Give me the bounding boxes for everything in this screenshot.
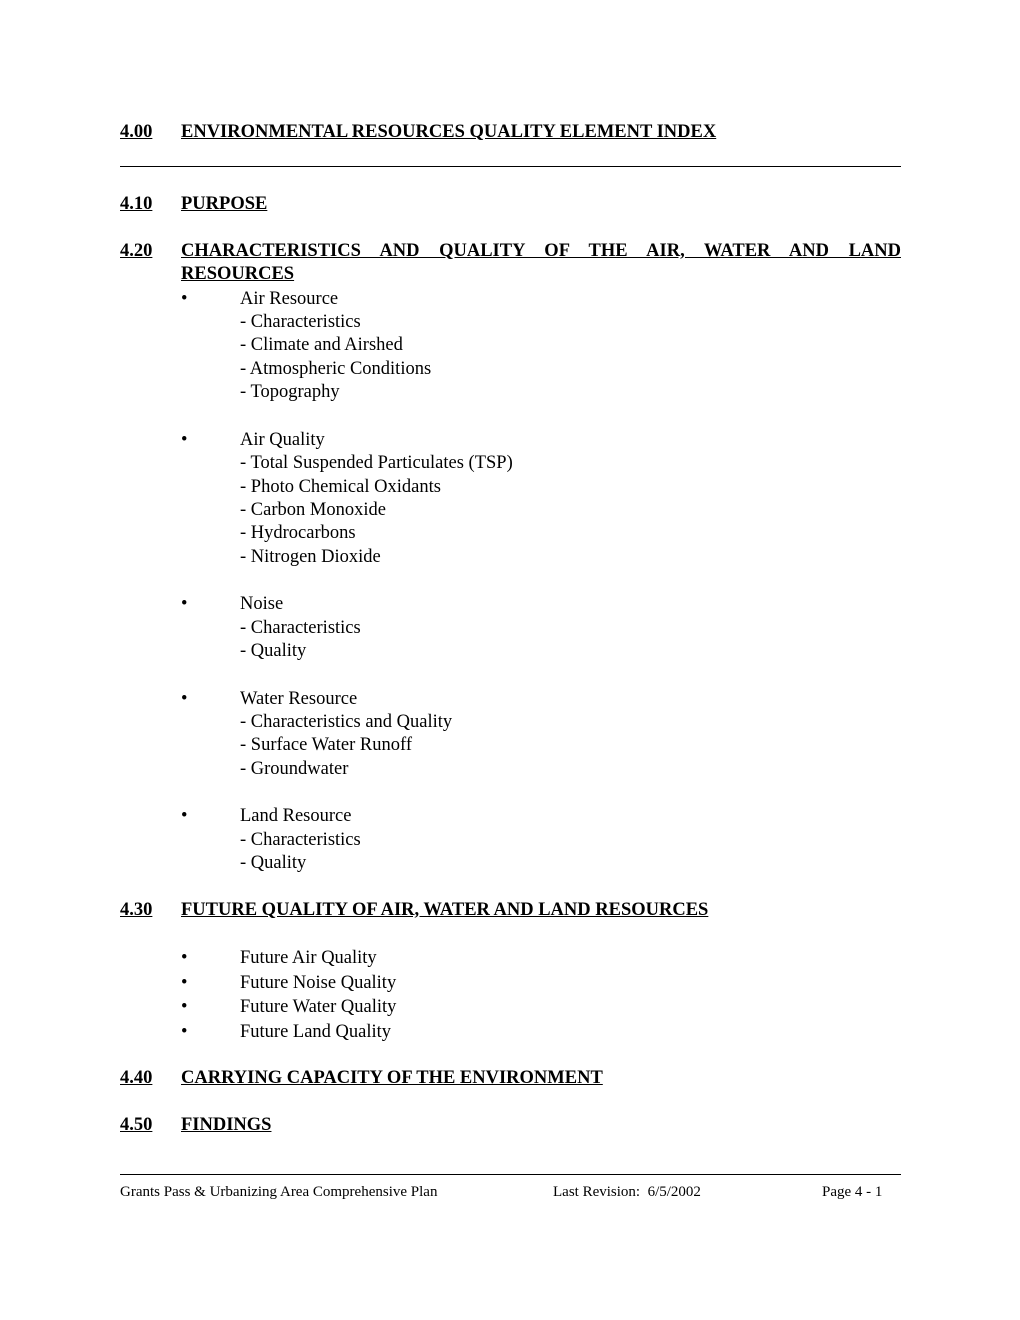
group-label-noise: Noise <box>240 594 284 614</box>
section-number-4-20: 4.20 <box>120 241 153 261</box>
group-label-water-resource: Water Resource <box>240 689 358 709</box>
bullet-icon: • <box>181 289 188 309</box>
list-item: - Atmospheric Conditions <box>240 359 432 379</box>
list-item: - Groundwater <box>240 759 349 779</box>
header-divider <box>120 166 901 167</box>
list-item: Future Noise Quality <box>240 973 397 993</box>
section-number-4-40: 4.40 <box>120 1068 153 1088</box>
list-item: - Climate and Airshed <box>240 335 403 355</box>
section-title-carrying-capacity: CARRYING CAPACITY OF THE ENVIRONMENT <box>181 1068 603 1088</box>
bullet-icon: • <box>181 430 188 450</box>
bullet-icon: • <box>181 594 188 614</box>
bullet-icon: • <box>181 997 188 1017</box>
index-title: ENVIRONMENTAL RESOURCES QUALITY ELEMENT INDEX <box>181 122 717 142</box>
list-item: - Characteristics <box>240 830 361 850</box>
footer-revision: Last Revision: 6/5/2002 <box>553 1184 701 1200</box>
list-item: Future Water Quality <box>240 997 397 1017</box>
bullet-icon: • <box>181 806 188 826</box>
bullet-icon: • <box>181 689 188 709</box>
footer-plan-name: Grants Pass & Urbanizing Area Comprehensive Plan <box>120 1184 438 1200</box>
list-item: - Characteristics and Quality <box>240 712 453 732</box>
bullet-icon: • <box>181 1022 188 1042</box>
list-item: - Quality <box>240 853 307 873</box>
list-item: - Surface Water Runoff <box>240 735 412 755</box>
list-item: - Characteristics <box>240 618 361 638</box>
section-title-characteristics-line2: RESOURCES <box>181 264 295 284</box>
group-label-air-quality: Air Quality <box>240 430 325 450</box>
section-number-4-50: 4.50 <box>120 1115 153 1135</box>
footer-divider <box>120 1174 901 1175</box>
list-item: Future Land Quality <box>240 1022 392 1042</box>
section-title-findings: FINDINGS <box>181 1115 272 1135</box>
footer-page-number: Page 4 - 1 <box>822 1184 883 1200</box>
section-title-characteristics-line1: CHARACTERISTICS AND QUALITY OF THE AIR, WATER AND LAND <box>181 241 901 261</box>
list-item: - Nitrogen Dioxide <box>240 547 381 567</box>
bullet-icon: • <box>181 973 188 993</box>
list-item: - Characteristics <box>240 312 361 332</box>
list-item: - Carbon Monoxide <box>240 500 386 520</box>
section-number-4-30: 4.30 <box>120 900 153 920</box>
list-item: - Hydrocarbons <box>240 523 356 543</box>
list-item: Future Air Quality <box>240 948 377 968</box>
section-title-purpose: PURPOSE <box>181 194 268 214</box>
list-item: - Quality <box>240 641 307 661</box>
bullet-icon: • <box>181 948 188 968</box>
list-item: - Total Suspended Particulates (TSP) <box>240 453 513 473</box>
section-title-future-quality: FUTURE QUALITY OF AIR, WATER AND LAND RESOURCES <box>181 900 709 920</box>
group-label-land-resource: Land Resource <box>240 806 352 826</box>
list-item: - Photo Chemical Oxidants <box>240 477 441 497</box>
group-label-air-resource: Air Resource <box>240 289 339 309</box>
section-number-4-10: 4.10 <box>120 194 153 214</box>
list-item: - Topography <box>240 382 340 402</box>
section-number-4-00: 4.00 <box>120 122 153 142</box>
